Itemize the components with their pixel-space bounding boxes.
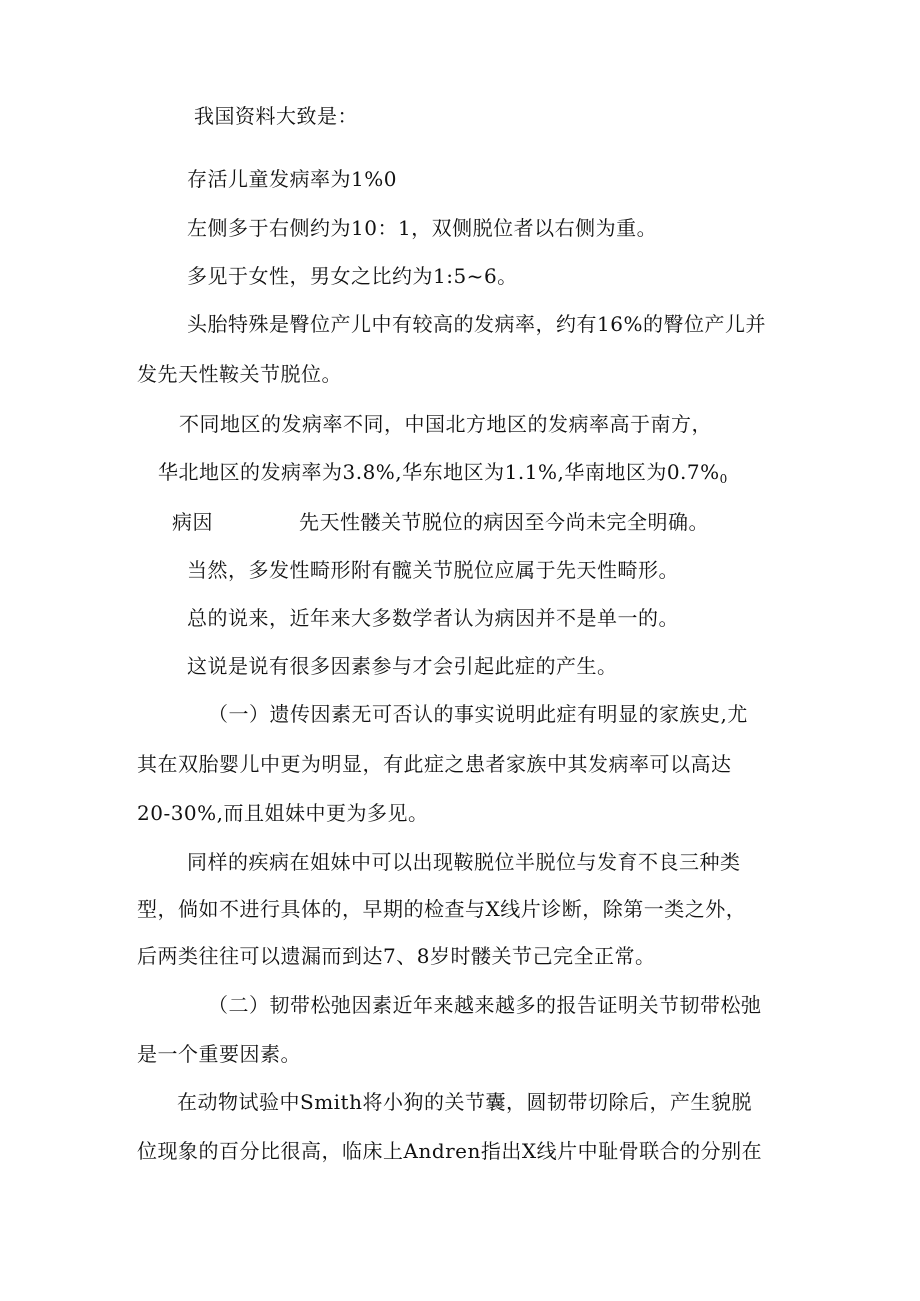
paragraph-regions-line1: 不同地区的发病率不同，中国北方地区的发病率高于南方， [179, 412, 712, 436]
paragraph-breech-line2: 发先天性鞍关节脱位。 [137, 362, 342, 386]
paragraph-genetic-line3: 20-30%,而且姐妹中更为多见。 [137, 801, 429, 825]
paragraph-incidence: 存活儿童发病率为1%0 [187, 167, 397, 191]
paragraph-experiment-line1: 在动物试验中Smith将小狗的关节囊，圆韧带切除后，产生貌脱 [177, 1090, 752, 1114]
paragraph-sisters-line2: 型，倘如不进行具体的，早期的检查与X线片诊断，除第一类之外， [137, 897, 747, 921]
paragraph-regions-line2 [158, 458, 728, 493]
paragraph-ligament-line2: 是一个重要因素。 [137, 1042, 301, 1066]
etiology-heading: 病因 [172, 510, 213, 534]
paragraph-intro: 我国资料大致是： [194, 104, 358, 128]
paragraph-left-right: 左侧多于右侧约为10：1，双侧脱位者以右侧为重。 [187, 216, 658, 240]
paragraph-summary: 总的说来，近年来大多数学者认为病因并不是单一的。 [187, 606, 679, 630]
paragraph-genetic-line2: 其在双胎婴儿中更为明显，有此症之患者家族中其发病率可以高达 [137, 752, 732, 776]
paragraph-multifactor: 这说是说有很多因素参与才会引起此症的产生。 [187, 654, 618, 678]
paragraph-experiment-line2: 位现象的百分比很高，临床上Andren指出X线片中耻骨联合的分别在 [137, 1139, 763, 1163]
paragraph-sisters-line3: 后两类往往可以遗漏而到达7、8岁时髅关节己完全正常。 [137, 944, 656, 968]
regions-text: 华北地区的发病率为3.8%,华东地区为1.1%,华南地区为0.7% [158, 460, 720, 484]
regions-subscript: 0 [719, 472, 728, 486]
etiology-text: 先天性髅关节脱位的病因至今尚未完全明确。 [299, 510, 709, 534]
paragraph-gender: 多见于女性，男女之比约为1:5~6。 [187, 264, 518, 288]
paragraph-etiology [172, 508, 709, 536]
paragraph-malformation: 当然，多发性畸形附有髋关节脱位应属于先天性畸形。 [187, 558, 679, 582]
paragraph-breech-line1: 头胎特殊是臀位产儿中有较高的发病率，约有16%的臀位产儿并 [187, 312, 766, 336]
paragraph-genetic-line1: （一）遗传因素无可否认的事实说明此症有明显的家族史,尤 [208, 702, 748, 726]
paragraph-sisters-line1: 同样的疾病在姐妹中可以出现鞍脱位半脱位与发育不良三种类 [187, 850, 741, 874]
paragraph-ligament-line1: （二）韧带松弛因素近年来越来越多的报告证明关节韧带松弛 [208, 993, 762, 1017]
